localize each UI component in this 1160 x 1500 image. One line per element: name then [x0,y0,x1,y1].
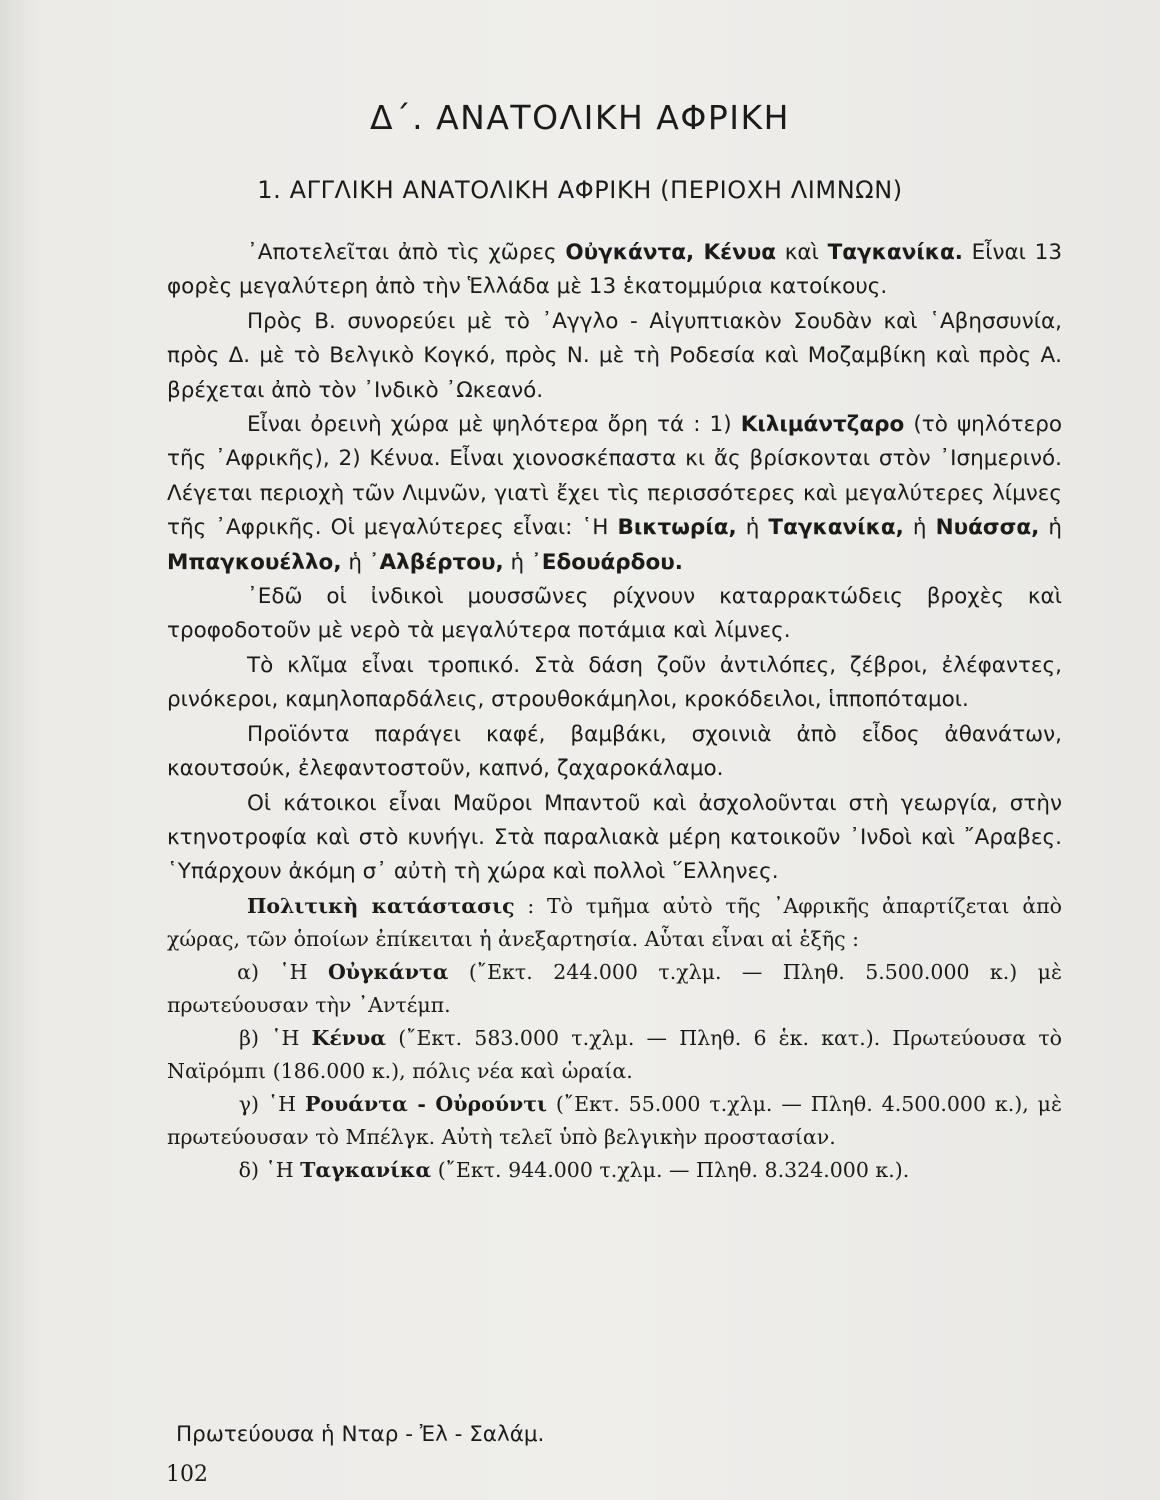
paragraph-politics: Πολιτικὴ κατάστασις : Τὸ τμῆμα αὐτὸ τῆς ᾿Αφρικῆς ἀπαρτίζεται ἀπὸ χώρας, τῶν ὁποίων ἐπίκειται ἡ ἀνεξαρτησία. Αὗται εἶναι αἱ ἑξῆς : [167,893,1062,951]
list-item-uganda: α) ῾Η Οὐγκάντα (῎Εκτ. 244.000 τ.χλμ. — Πληθ. 5.500.000 κ.) μὲ πρωτεύουσαν τὴν ᾿Αντέμπ. [167,959,1062,1017]
paragraph-monsoons: ᾿Εδῶ οἱ ἰνδικοὶ μουσσῶνες ρίχνουν καταρρακτώδεις βροχὲς καὶ τροφοδοτοῦν μὲ νερὸ τὰ μεγαλύτερα ποτάμια καὶ λίμνες. [167,584,1062,644]
paragraph-products: Προϊόντα παράγει καφέ, βαμβάκι, σχοινιὰ ἀπὸ εἶδος ἀθανάτων, καουτσούκ, ἐλεφαντοστοῦν, καπνό, ζαχαροκάλαμο. [167,721,1062,782]
paragraph-climate: Τὸ κλῖμα εἶναι τροπικό. Στὰ δάση ζοῦν ἀντιλόπες, ζέβροι, ἐλέφαντες, ρινόκεροι, καμηλοπαρδάλεις, στρουθοκάμηλοι, κροκόδειλοι, ἱπποπόταμοι. [167,652,1062,713]
list-item-tanganyika: δ) ῾Η Ταγκανίκα (῎Εκτ. 944.000 τ.χλμ. — Πληθ. 8.324.000 κ.). [238,1157,910,1182]
paragraph-mountains-lakes: Εἶναι ὀρεινὴ χώρα μὲ ψηλότερα ὄρη τά : 1) Κιλιμάντζαρο (τὸ ψηλότερο τῆς ᾿Αφρικῆς), 2) Κένυα. Εἶναι χιονοσκέπαστα κι ἄς βρίσκονται στὸν ᾿Ισημερινό. Λέγεται περιοχὴ τῶν Λιμνῶν, γιατὶ ἔχει τὶς περισσότερες καὶ μεγαλύτερες λίμνες τῆς ᾿Αφρικῆς. Οἱ μεγαλύτερες εἶναι: ῾Η Βικτωρία, ἡ Ταγκανίκα, ἡ Νυάσσα, ἡ Μπαγκουέλλο, ἡ ᾿Αλβέρτου, ἡ ᾿Εδουάρδου. [167,412,1062,575]
paragraph-countries: ᾿Αποτελεῖται ἀπὸ τὶς χῶρες Οὐγκάντα, Κένυα καὶ Ταγκανίκα. Εἶναι 13 φορὲς μεγαλύτερη ἀπὸ τὴν Ἑλλάδα μὲ 13 ἑκατομμύρια κατοίκους. [167,240,1063,300]
section-title: 1. ΑΓΓΛΙΚΗ ΑΝΑΤΟΛΙΚΗ ΑΦΡΙΚΗ (ΠΕΡΙΟΧΗ ΛΙΜΝΩΝ) [257,176,903,204]
paragraph-borders: Πρὸς Β. συνορεύει μὲ τὸ ᾿Αγγλο - Αἰγυπτιακὸν Σουδὰν καὶ ῾Αβησσυνία, πρὸς Δ. μὲ τὸ Βελγικὸ Κογκό, πρὸς Ν. μὲ τὴ Ροδεσία καὶ Μοζαμβίκη καὶ πρὸς Α. βρέχεται ἀπὸ τὸν ᾿Ινδικὸ ᾿Ωκεανό. [167,308,1062,403]
page-number: 102 [166,1462,208,1487]
paragraph-inhabitants: Οἱ κάτοικοι εἶναι Μαῦροι Μπαντοῦ καὶ ἀσχολοῦνται στὴ γεωργία, στὴν κτηνοτροφία καὶ στὸ κυνήγι. Στὰ παραλιακὰ μέρη κατοικοῦν ᾿Ινδοὶ καὶ ῎Αραβες. ῾Υπάρχουν ἀκόμη σ᾿ αὐτὴ τὴ χώρα καὶ πολλοὶ ῞Ελληνες. [167,790,1062,885]
list-item-ruanda-urundi: γ) ῾Η Ρουάντα - Οὐρούντι (῎Εκτ. 55.000 τ.χλμ. — Πληθ. 4.500.000 κ.), μὲ πρωτεύουσαν τὸ Μπέλγκ. Αὐτὴ τελεῖ ὑπὸ βελγικὴν προστασίαν. [167,1091,1062,1149]
body-text [167,236,1062,1187]
list-item-kenya: β) ῾Η Κένυα (῎Εκτ. 583.000 τ.χλμ. — Πληθ. 6 ἑκ. κατ.). Πρωτεύουσα τὸ Ναϊρόμπι (186.000 κ.), πόλις νέα καὶ ὡραία. [167,1025,1062,1083]
capital-line: Πρωτεύουσα ἡ Νταρ - Ἐλ - Σαλάμ. [176,1422,545,1447]
chapter-title: Δ΄. ΑΝΑΤΟΛΙΚΗ ΑΦΡΙΚΗ [370,98,790,137]
